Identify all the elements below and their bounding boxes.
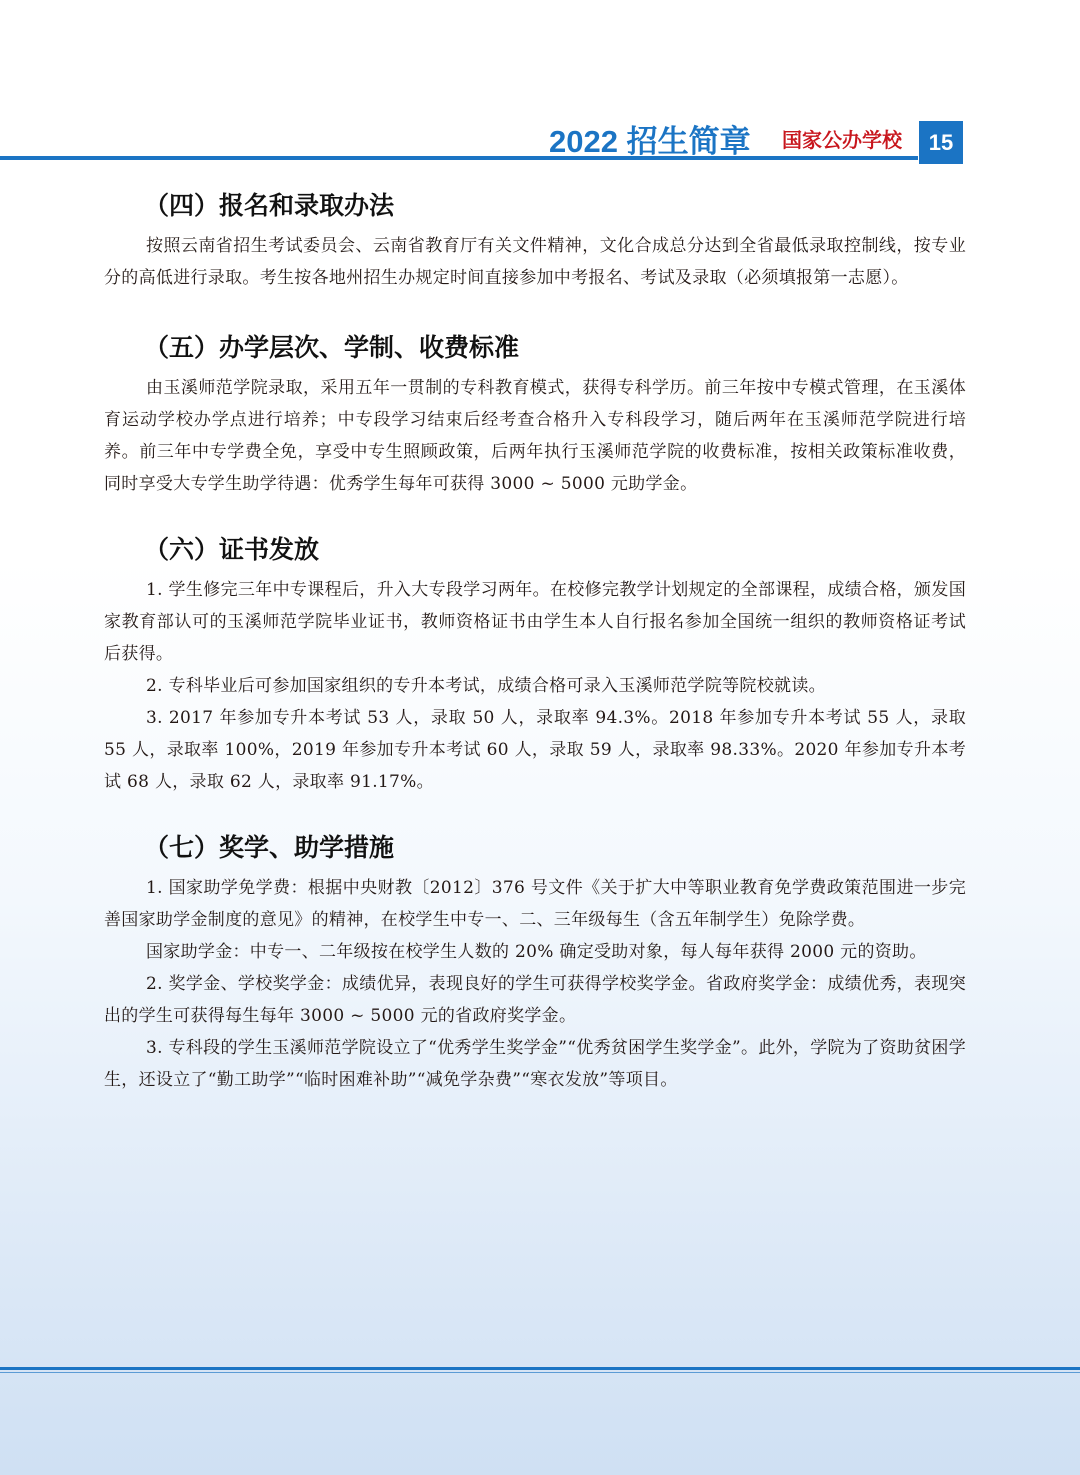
school-type-label: 国家公办学校 [782, 128, 902, 152]
paragraph: 由玉溪师范学院录取，采用五年一贯制的专科教育模式，获得专科学历。前三年按中专模式管理，在玉溪体育运动学校办学点进行培养；中专段学习结束后经考查合格升入专科段学习，随后两年在玉溪师范学院进行培养。前三年中专学费全免，享受中专生照顾政策，后两年执行玉溪师范学院的收费标准，按相关政策标准收费，同时享受大专学生助学待遇：优秀学生每年可获得 3000 ~ 5000 元助学金。 [104, 378, 966, 494]
paragraph: 3. 专科段的学生玉溪师范学院设立了“优秀学生奖学金”“优秀贫困学生奖学金”。此外，学院为了资助贫困学生，还设立了“勤工助学”“临时困难补助”“减免学杂费”“寒衣发放”等项目。 [104, 1038, 966, 1090]
paragraph: 1. 学生修完三年中专课程后，升入大专段学习两年。在校修完教学计划规定的全部课程，成绩合格，颁发国家教育部认可的玉溪师范学院毕业证书，教师资格证书由学生本人自行报名参加全国统一组织的教师资格证考试后获得。 [104, 580, 966, 664]
paragraph: 2. 专科毕业后可参加国家组织的专升本考试，成绩合格可录入玉溪师范学院等院校就读。 [146, 676, 826, 696]
header-rule [0, 156, 918, 160]
paragraph: 3. 2017 年参加专升本考试 53 人，录取 50 人，录取率 94.3%。2018 年参加专升本考试 55 人，录取 55 人，录取率 100%，2019 年参加专升本考试 60 人，录取 59 人，录取率 98.33%。2020 年参加专升本考试 68 人，录取 62 人，录取率 91.17%。 [104, 708, 966, 792]
section-title: （四）报名和录取办法 [144, 191, 395, 220]
section-title: （七）奖学、助学措施 [144, 833, 395, 862]
paragraph: 2. 奖学金、学校奖学金：成绩优异，表现良好的学生可获得学校奖学金。省政府奖学金：成绩优秀，表现突出的学生可获得每生每年 3000 ~ 5000 元的省政府奖学金。 [104, 974, 966, 1026]
section-education-level [104, 328, 966, 500]
section-registration [104, 186, 966, 294]
section-title: （五）办学层次、学制、收费标准 [144, 333, 520, 362]
footer-rule-thin [0, 1372, 1080, 1373]
brochure-title: 2022 招生简章 [549, 124, 751, 159]
section-title: （六）证书发放 [144, 535, 320, 564]
section-certificates [104, 530, 966, 798]
main-content [104, 186, 966, 1124]
page-number: 15 [919, 121, 963, 164]
paragraph: 按照云南省招生考试委员会、云南省教育厅有关文件精神，文化合成总分达到全省最低录取控制线，按专业分的高低进行录取。考生按各地州招生办规定时间直接参加中考报名、考试及录取（必须填报第一志愿）。 [104, 236, 966, 288]
footer-rule [0, 1367, 1080, 1370]
paragraph: 1. 国家助学免学费：根据中央财教〔2012〕376 号文件《关于扩大中等职业教育免学费政策范围进一步完善国家助学金制度的意见》的精神，在校学生中专一、二、三年级每生（含五年制学生）免除学费。 [104, 878, 966, 930]
paragraph: 国家助学金：中专一、二年级按在校学生人数的 20% 确定受助对象，每人每年获得 2000 元的资助。 [146, 942, 927, 962]
section-scholarships [104, 828, 966, 1096]
